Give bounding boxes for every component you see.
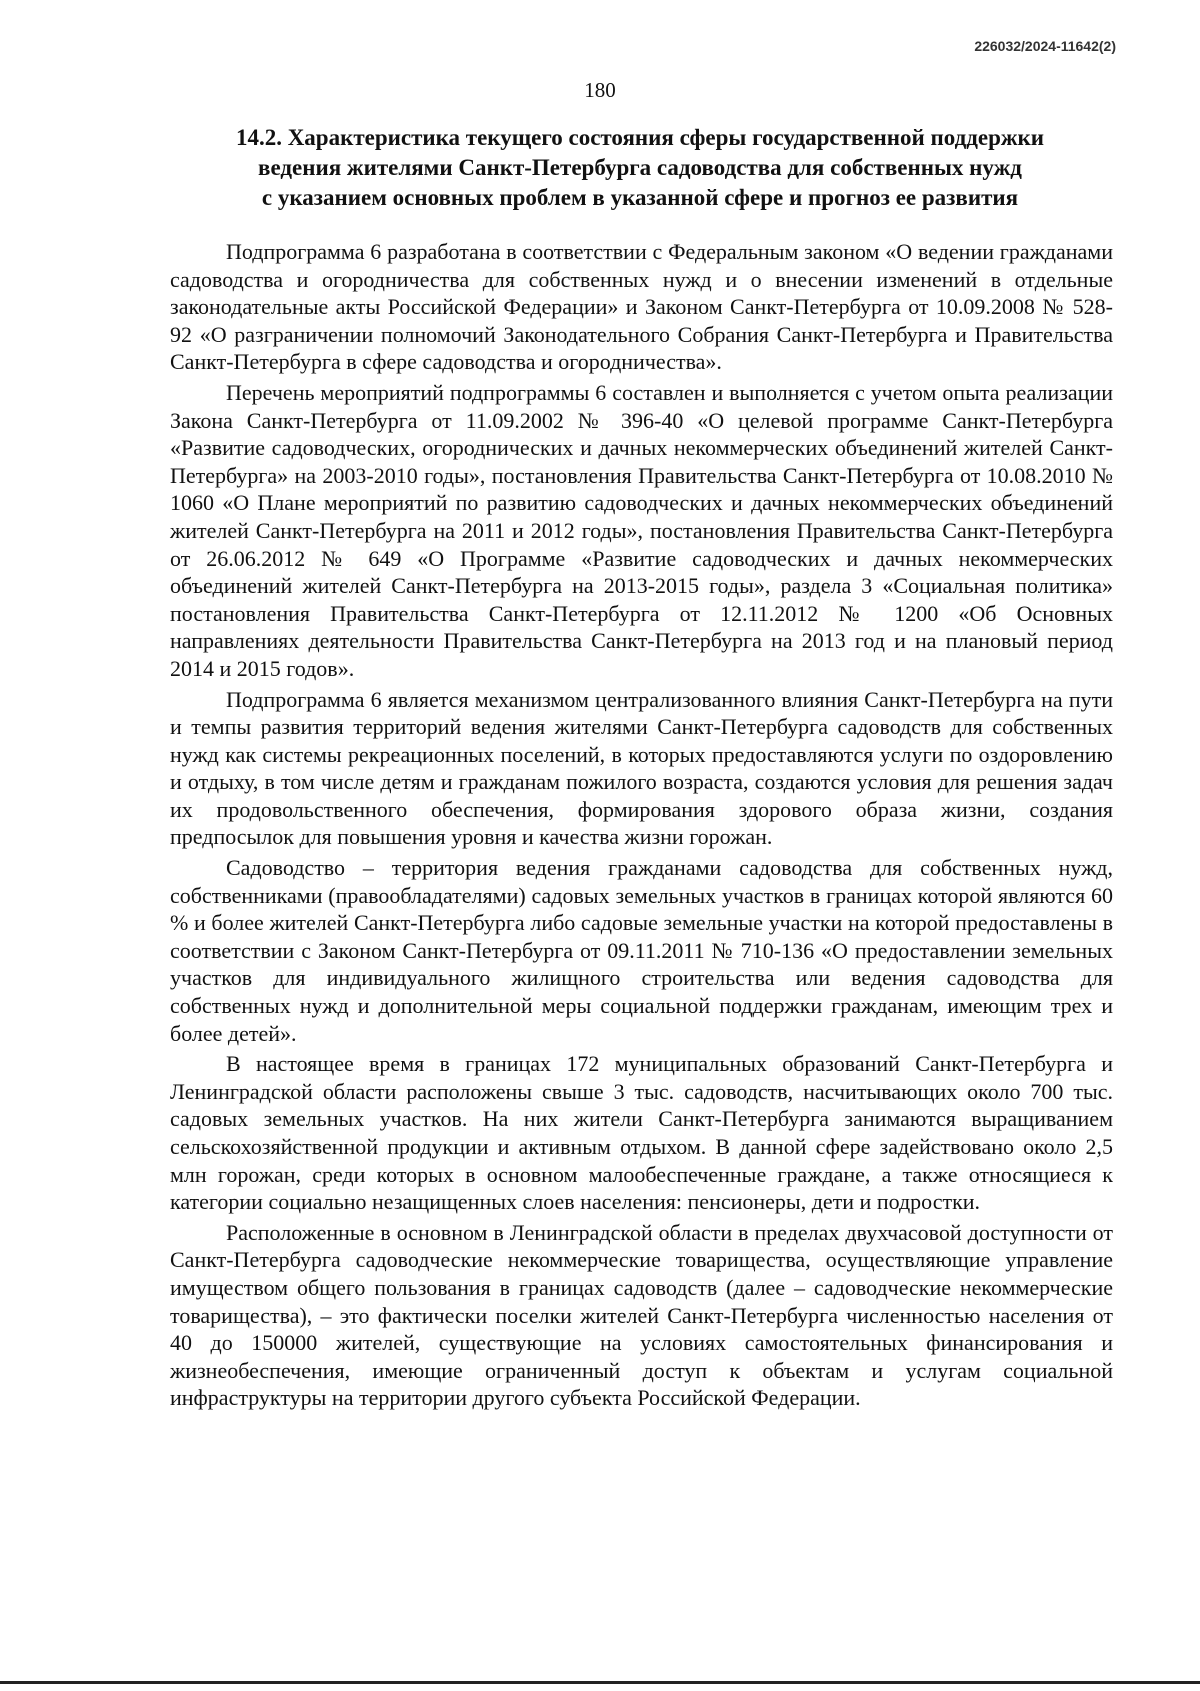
paragraph: В настоящее время в границах 172 муниципальных образований Санкт-Петербурга и Ленинградской области расположены свыше 3 тыс. садоводств, насчитывающих около 700 тыс. садовых земельных участков. На них жители Санкт-Петербурга занимаются выращиванием сельскохозяйственной продукции и активным отдыхом. В данной сфере задействовано около 2,5 млн горожан, среди которых в основном малообеспеченные граждане, а также относящиеся к категории социально незащищенных слоев населения: пенсионеры, дети и подростки. (170, 1051, 1113, 1215)
section-heading-line: 14.2. Характеристика текущего состояния сферы государственной поддержки (235, 125, 1045, 150)
paragraph: Расположенные в основном в Ленинградской области в пределах двухчасовой доступности от Санкт-Петербурга садоводческие некоммерческие товарищества, осуществляющие управление имуществом общего пользования в границах садоводств (далее – садоводческие некоммерческие товарищества), – это фактически поселки жителей Санкт-Петербурга численностью населения от 40 до 150000 жителей, существующие на условиях самостоятельных финансирования и жизнеобеспечения, имеющие ограниченный доступ к объектам и услугам социальной инфраструктуры на территории другого субъекта Российской Федерации. (170, 1219, 1113, 1411)
section-heading-line: с указанием основных проблем в указанной сфере и прогноз ее развития (261, 185, 1019, 210)
paragraph: Перечень мероприятий подпрограммы 6 составлен и выполняется с учетом опыта реализации Закона Санкт-Петербурга от 11.09.2002 № 396-40 «О целевой программе Санкт-Петербурга «Развитие садоводческих, огороднических и дачных некоммерческих объединений жителей Санкт-Петербурга» на 2003-2010 годы», постановления Правительства Санкт-Петербурга от 10.08.2010 № 1060 «О Плане мероприятий по развитию садоводческих и дачных некоммерческих объединений жителей Санкт-Петербурга на 2011 и 2012 годы», постановления Правительства Санкт-Петербурга от 26.06.2012 № 649 «О Программе «Развитие садоводческих и дачных некоммерческих объединений жителей Санкт-Петербурга на 2013-2015 годы», раздела 3 «Социальная политика» постановления Правительства Санкт-Петербурга от 12.11.2012 № 1200 «Об Основных направлениях деятельности Правительства Санкт-Петербурга на 2013 год и на плановый период 2014 и 2015 годов». (170, 379, 1113, 681)
page-number: 180 (584, 78, 616, 102)
paragraph: Подпрограмма 6 разработана в соответствии с Федеральным законом «О ведении гражданами садоводства и огородничества для собственных нужд и о внесении изменений в отдельные законодательные акты Российской Федерации» и Законом Санкт-Петербурга от 10.09.2008 № 528-92 «О разграничении полномочий Законодательного Собрания Санкт-Петербурга и Правительства Санкт-Петербурга в сфере садоводства и огородничества». (170, 239, 1113, 375)
scan-bottom-edge-line (0, 1681, 1200, 1684)
paragraph: Садоводство – территория ведения гражданами садоводства для собственных нужд, собственниками (правообладателями) садовых земельных участков в границах которой являются 60 % и более жителей Санкт-Петербурга либо садовые земельные участки на которой предоставлены в соответствии с Законом Санкт-Петербурга от 09.11.2011 № 710-136 «О предоставлении земельных участков для индивидуального жилищного строительства или ведения садоводства для собственных нужд и дополнительной меры социальной поддержки гражданам, имеющим трех и более детей». (170, 855, 1113, 1046)
section-heading-line: ведения жителями Санкт-Петербурга садоводства для собственных нужд (258, 155, 1022, 180)
paragraph: Подпрограмма 6 является механизмом централизованного влияния Санкт-Петербурга на пути и темпы развития территорий ведения жителями Санкт-Петербурга садоводств для собственных нужд как системы рекреационных поселений, в которых предоставляются услуги по оздоровлению и отдыху, в том числе детям и гражданам пожилого возраста, создаются условия для решения задач их продовольственного обеспечения, формирования здорового образа жизни, создания предпосылок для повышения уровня и качества жизни горожан. (170, 686, 1113, 850)
body-text (170, 238, 1113, 1415)
section-heading (170, 123, 1110, 213)
document-registration-number: 226032/2024-11642(2) (974, 38, 1116, 54)
